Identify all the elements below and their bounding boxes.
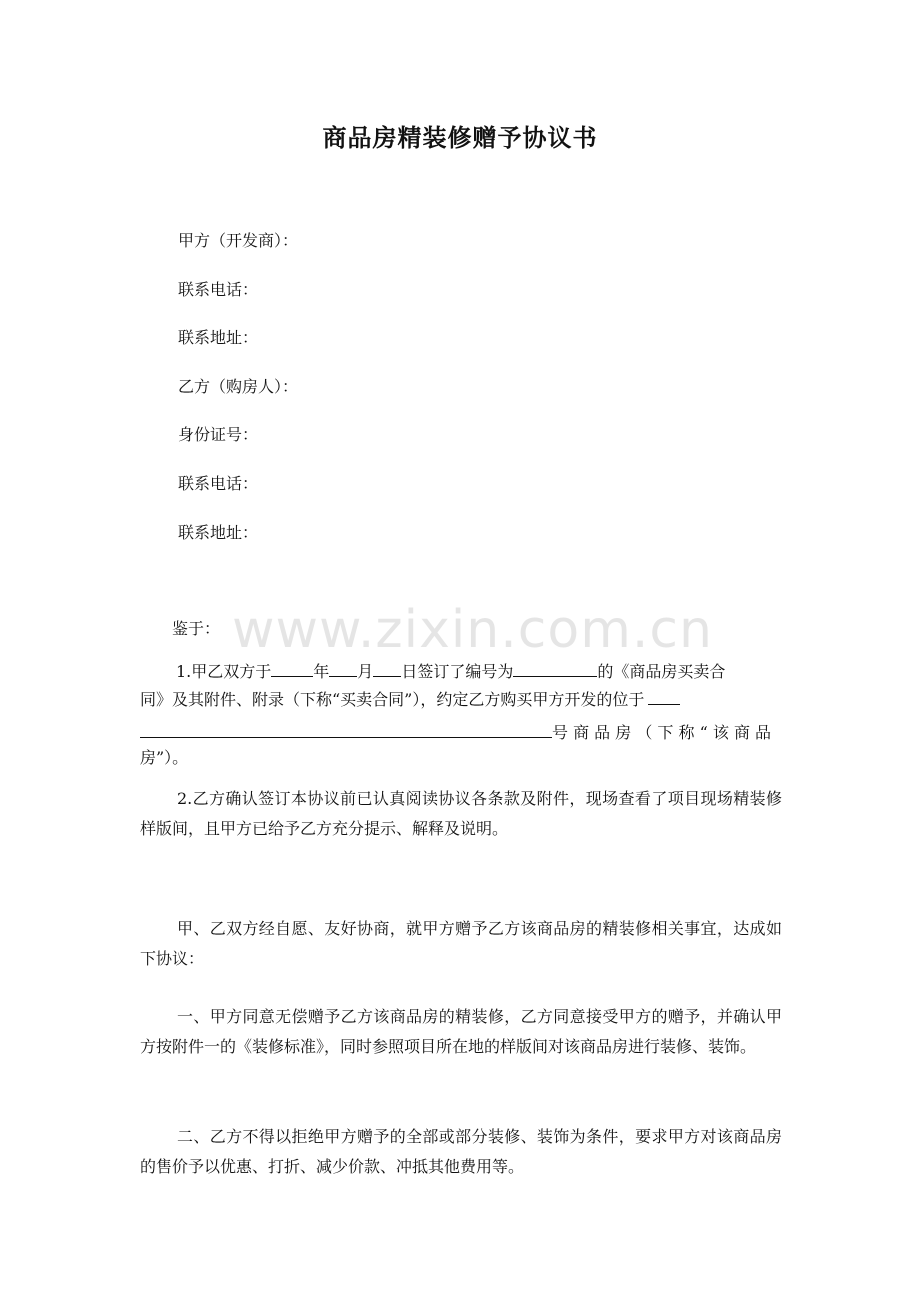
- clause-1-text-a: 1.甲乙双方于: [176, 662, 272, 681]
- article-2: 二、乙方不得以拒绝甲方赠予的全部或部分装修、装饰为条件，要求甲方对该商品房的售价予以优惠、打折、减少价款、冲抵其他费用等。: [140, 1127, 782, 1176]
- party-a-address-label: 联系地址：: [178, 328, 259, 347]
- clause-1-text-line2: 同》及其附件、附录（下称“买卖合同”），约定乙方购买甲方开发的位于: [140, 690, 645, 709]
- watermark: www.zixin.com.cn: [232, 600, 713, 660]
- clause-2: 2.乙方确认签订本协议前已认真阅读协议各条款及附件，现场查看了项目现场精装修样版间，且甲方已给予乙方充分提示、解释及说明。: [140, 789, 782, 838]
- document-title: 商品房精装修赠予协议书: [322, 124, 598, 152]
- location-blank-start: [648, 686, 680, 705]
- location-blank: [140, 719, 552, 738]
- year-blank: [271, 658, 313, 677]
- clause-1-line-4: 房”）。: [140, 748, 189, 767]
- whereas-heading: 鉴于：: [172, 619, 221, 638]
- contract-number-blank: [513, 658, 597, 677]
- month-blank: [329, 658, 357, 677]
- clause-1-line-3: [140, 719, 771, 743]
- clause-1-line-1: [176, 658, 725, 682]
- clause-1-text-c: 月: [357, 662, 374, 681]
- party-b-buyer-label: 乙方（购房人）：: [178, 377, 299, 396]
- party-b-phone-label: 联系电话：: [178, 474, 259, 493]
- party-b-id-label: 身份证号：: [178, 425, 259, 444]
- party-a-phone-label: 联系电话：: [178, 280, 259, 299]
- clause-1-line-2: [140, 686, 680, 710]
- article-1: 一、甲方同意无偿赠予乙方该商品房的精装修，乙方同意接受甲方的赠予，并确认甲方按附件一的《装修标准》，同时参照项目所在地的样版间对该商品房进行装修、装饰。: [140, 1007, 782, 1056]
- clause-1-text-e: 的《商品房买卖合: [597, 662, 726, 681]
- party-a-developer-label: 甲方（开发商）：: [178, 231, 299, 250]
- agreement-intro: 甲、乙双方经自愿、友好协商，就甲方赠予乙方该商品房的精装修相关事宜，达成如下协议：: [140, 919, 782, 968]
- clause-1-text-line3: 号 商 品 房 （ 下 称 “ 该 商 品: [552, 723, 772, 742]
- party-b-address-label: 联系地址：: [178, 523, 259, 542]
- day-blank: [373, 658, 401, 677]
- clause-1-text-d: 日签订了编号为: [401, 662, 514, 681]
- clause-1-text-b: 年: [313, 662, 330, 681]
